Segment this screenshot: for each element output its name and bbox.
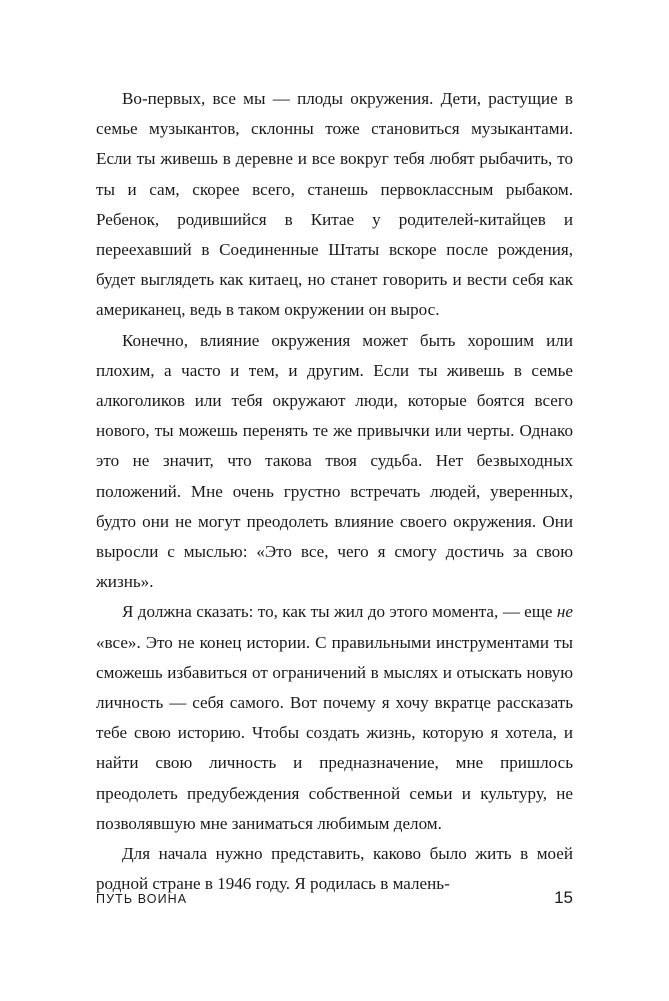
paragraph: Конечно, влияние окружения может быть хорошим или плохим, а часто и тем, и другим. Если ты живешь в семье алкоголиков или тебя окружают люди, которые боятся всего нового, ты можешь перенять те же привычки или черты. Однако это не значит, что такова твоя судьба. Нет безвыходных положений. Мне очень грустно встречать людей, уверенных, будто они не могут преодолеть влияние своего окружения. Они выросли с мыслью: «Это все, чего я смогу достичь за свою жизнь».: [96, 330, 573, 592]
page-footer: [96, 888, 573, 908]
running-head: ПУТЬ ВОИНА: [96, 892, 188, 906]
paragraph: Я должна сказать: то, как ты жил до этого момента, — еще не «все». Это не конец истории. С правильными инструментами ты сможешь избавиться от ограничений в мыслях и отыскать новую личность — себя самого. Вот почему я хочу вкратце рассказать тебе свою историю. Чтобы создать жизнь, которую я хотела, и найти свою личность и предназначение, мне пришлось преодолеть предубеждения собственной семьи и культуру, не позволявшую мне заниматься любимым делом.: [96, 602, 573, 833]
paragraph: Во-первых, все мы — плоды окружения. Дети, растущие в семье музыкантов, склонны тоже становиться музыкантами. Если ты живешь в деревне и все вокруг тебя любят рыбачить, то ты и сам, скорее всего, станешь первоклассным рыбаком. Ребенок, родившийся в Китае у родителей-китайцев и переехавший в Соединенные Штаты вскоре после рождения, будет выглядеть как китаец, но станет говорить и вести себя как американец, ведь в таком окружении он вырос.: [96, 89, 573, 320]
paragraph: Для начала нужно представить, каково было жить в моей родной стране в 1946 году. Я родилась в малень-: [96, 844, 573, 894]
page-number: 15: [554, 888, 573, 907]
body-text: [96, 84, 573, 899]
